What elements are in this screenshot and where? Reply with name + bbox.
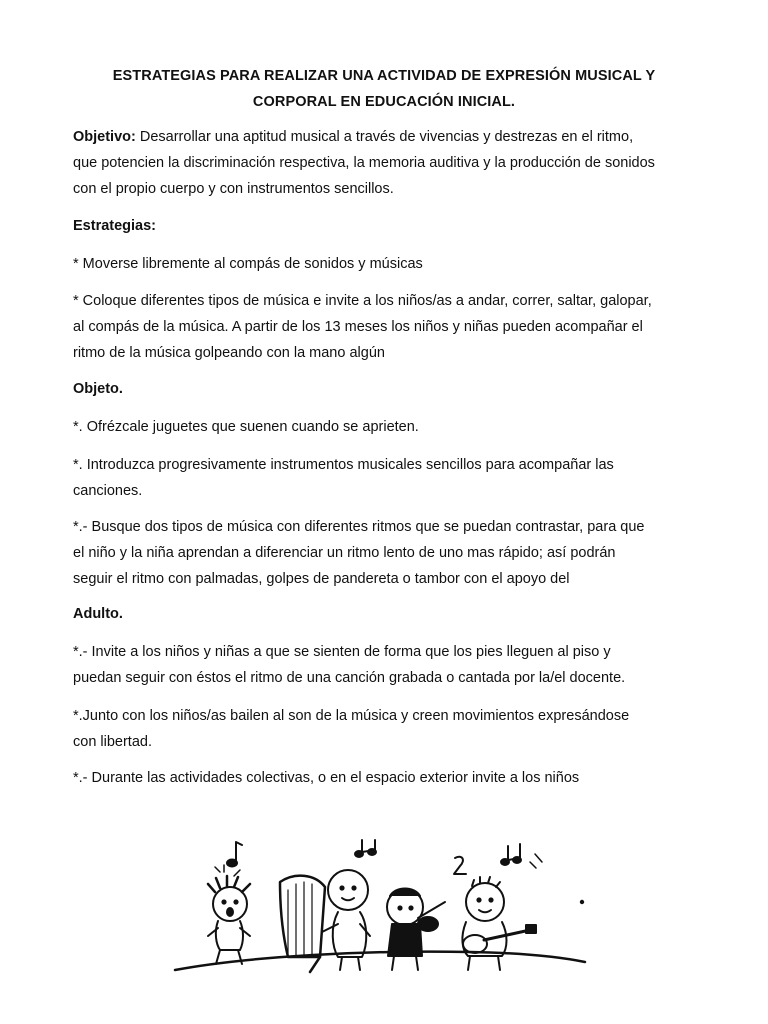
paragraph-4-line-2: canciones. [73, 483, 143, 499]
ground-line [175, 952, 585, 970]
document-title [60, 63, 708, 115]
paragraph-4-line-1: *. Introduzca progresivamente instrumentos musicales sencillos para acompañar las [73, 457, 614, 473]
paragraph-4 [73, 452, 713, 504]
paragraph-5-line-1: *.- Busque dos tipos de música con diferentes ritmos que se puedan contrastar, para que [73, 519, 645, 535]
paragraph-8: *.- Durante las actividades colectivas, o en el espacio exterior invite a los niños [73, 770, 580, 786]
objective-line-1 [73, 124, 713, 150]
paragraph-6-line-1: *.- Invite a los niños y niñas a que se sienten de forma que los pies lleguen al piso y [73, 644, 611, 660]
objective-label: Objetivo: [73, 129, 136, 145]
object-heading: Objeto. [73, 381, 123, 397]
adult-heading: Adulto. [73, 606, 123, 622]
paragraph-2-line-2: al compás de la música. A partir de los 13 meses los niños y niñas pueden acompañar el [73, 319, 643, 335]
objective-paragraph [73, 124, 713, 202]
paragraph-5-line-3: seguir el ritmo con palmadas, golpes de pandereta o tambor con el apoyo del [73, 571, 570, 587]
paragraph-1: * Moverse libremente al compás de sonidos y músicas [73, 256, 423, 272]
paragraph-7 [73, 703, 713, 755]
title-line-2: CORPORAL EN EDUCACIÓN INICIAL. [252, 94, 516, 110]
paragraph-2-line-1: * Coloque diferentes tipos de música e invite a los niños/as a andar, correr, saltar, galopar, [73, 293, 652, 309]
paragraph-5-line-2: el niño y la niña aprendan a diferenciar un ritmo lento de uno mas rápido; así podrán [73, 545, 616, 561]
paragraph-7-line-1: *.Junto con los niños/as bailen al son de la música y creen movimientos expresándose [73, 708, 630, 724]
violin-player-figure [387, 857, 466, 970]
objective-line-2: que potencien la discriminación respectiva, la memoria auditiva y la producción de sonidos [73, 155, 655, 171]
paragraph-6 [73, 639, 713, 691]
objective-text: Desarrollar una aptitud musical a través de vivencias y destrezas en el ritmo, [135, 129, 634, 145]
paragraph-2 [73, 288, 713, 366]
paragraph-7-line-2: con libertad. [73, 734, 152, 750]
children-music-illustration [170, 832, 590, 982]
paragraph-6-line-2: puedan seguir con éstos el ritmo de una canción grabada o cantada por la/el docente. [73, 670, 626, 686]
strategies-heading: Estrategias: [73, 218, 157, 234]
paragraph-2-line-3: ritmo de la música golpeando con la mano algún [73, 345, 385, 361]
title-line-1: ESTRATEGIAS PARA REALIZAR UNA ACTIVIDAD DE EXPRESIÓN MUSICAL Y [112, 68, 656, 84]
paragraph-5 [73, 514, 713, 592]
paragraph-3: *. Ofrézcale juguetes que suenen cuando se aprieten. [73, 419, 419, 435]
singing-child-figure [208, 842, 250, 964]
objective-line-3: con el propio cuerpo y con instrumentos sencillos. [73, 181, 394, 197]
